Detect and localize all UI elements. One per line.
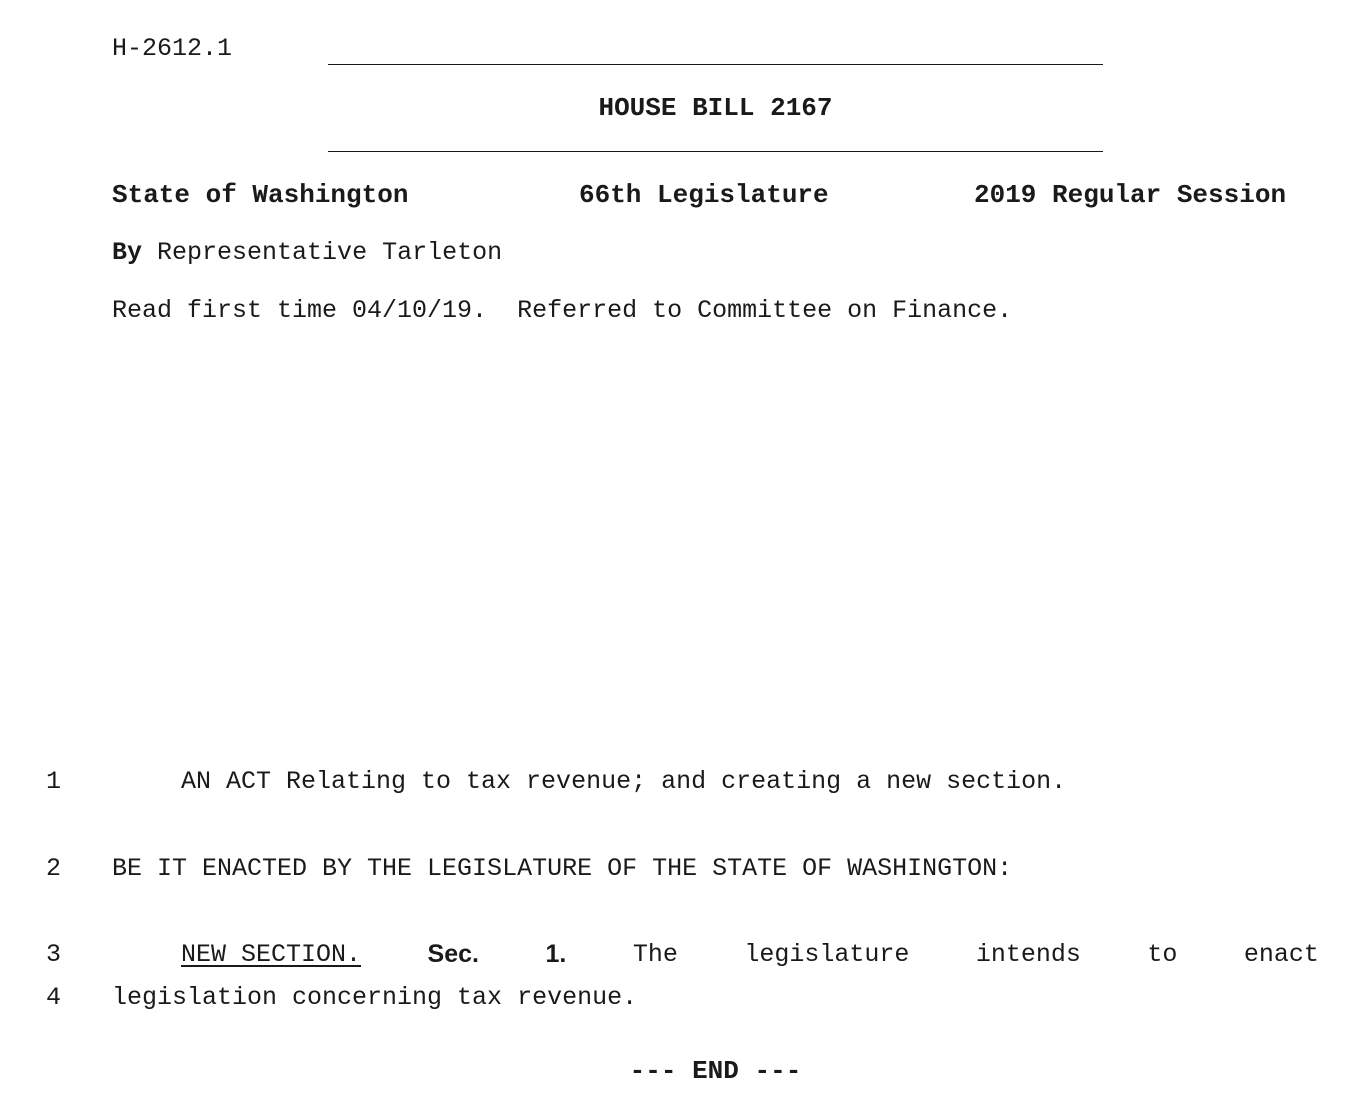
legislature-name: 66th Legislature	[579, 180, 829, 210]
sponsor-line	[112, 240, 502, 265]
act-title: AN ACT Relating to tax revenue; and creating a new section.	[181, 767, 1067, 796]
line-number: 4	[46, 983, 62, 1012]
session-name: 2019 Regular Session	[974, 180, 1287, 210]
document-id: H-2612.1	[112, 34, 233, 63]
read-status: Read first time 04/10/19. Referred to Committee on Finance.	[112, 296, 1013, 325]
title-rule-bottom	[328, 151, 1103, 152]
sponsor-name: Representative Tarleton	[157, 238, 503, 267]
line-number: 3	[46, 940, 62, 969]
section-word: enact	[1243, 940, 1319, 969]
sec-label: Sec.	[427, 940, 479, 968]
bill-title: HOUSE BILL 2167	[598, 93, 833, 123]
line-number: 1	[46, 767, 62, 796]
section-line-1	[181, 942, 1319, 967]
enacting-clause: BE IT ENACTED BY THE LEGISLATURE OF THE STATE OF WASHINGTON:	[112, 854, 1013, 883]
state-name: State of Washington	[112, 180, 409, 210]
end-marker: --- END ---	[629, 1056, 802, 1086]
section-word: legislature	[744, 940, 910, 969]
section-word: The	[632, 940, 678, 969]
by-label: By	[112, 238, 143, 267]
section-word: to	[1147, 940, 1178, 969]
title-rule-top	[328, 64, 1103, 65]
line-number: 2	[46, 854, 62, 883]
section-line-2: legislation concerning tax revenue.	[112, 983, 638, 1012]
new-section-label: NEW SECTION.	[181, 940, 362, 969]
sec-number: 1.	[545, 940, 567, 968]
section-word: intends	[975, 940, 1081, 969]
